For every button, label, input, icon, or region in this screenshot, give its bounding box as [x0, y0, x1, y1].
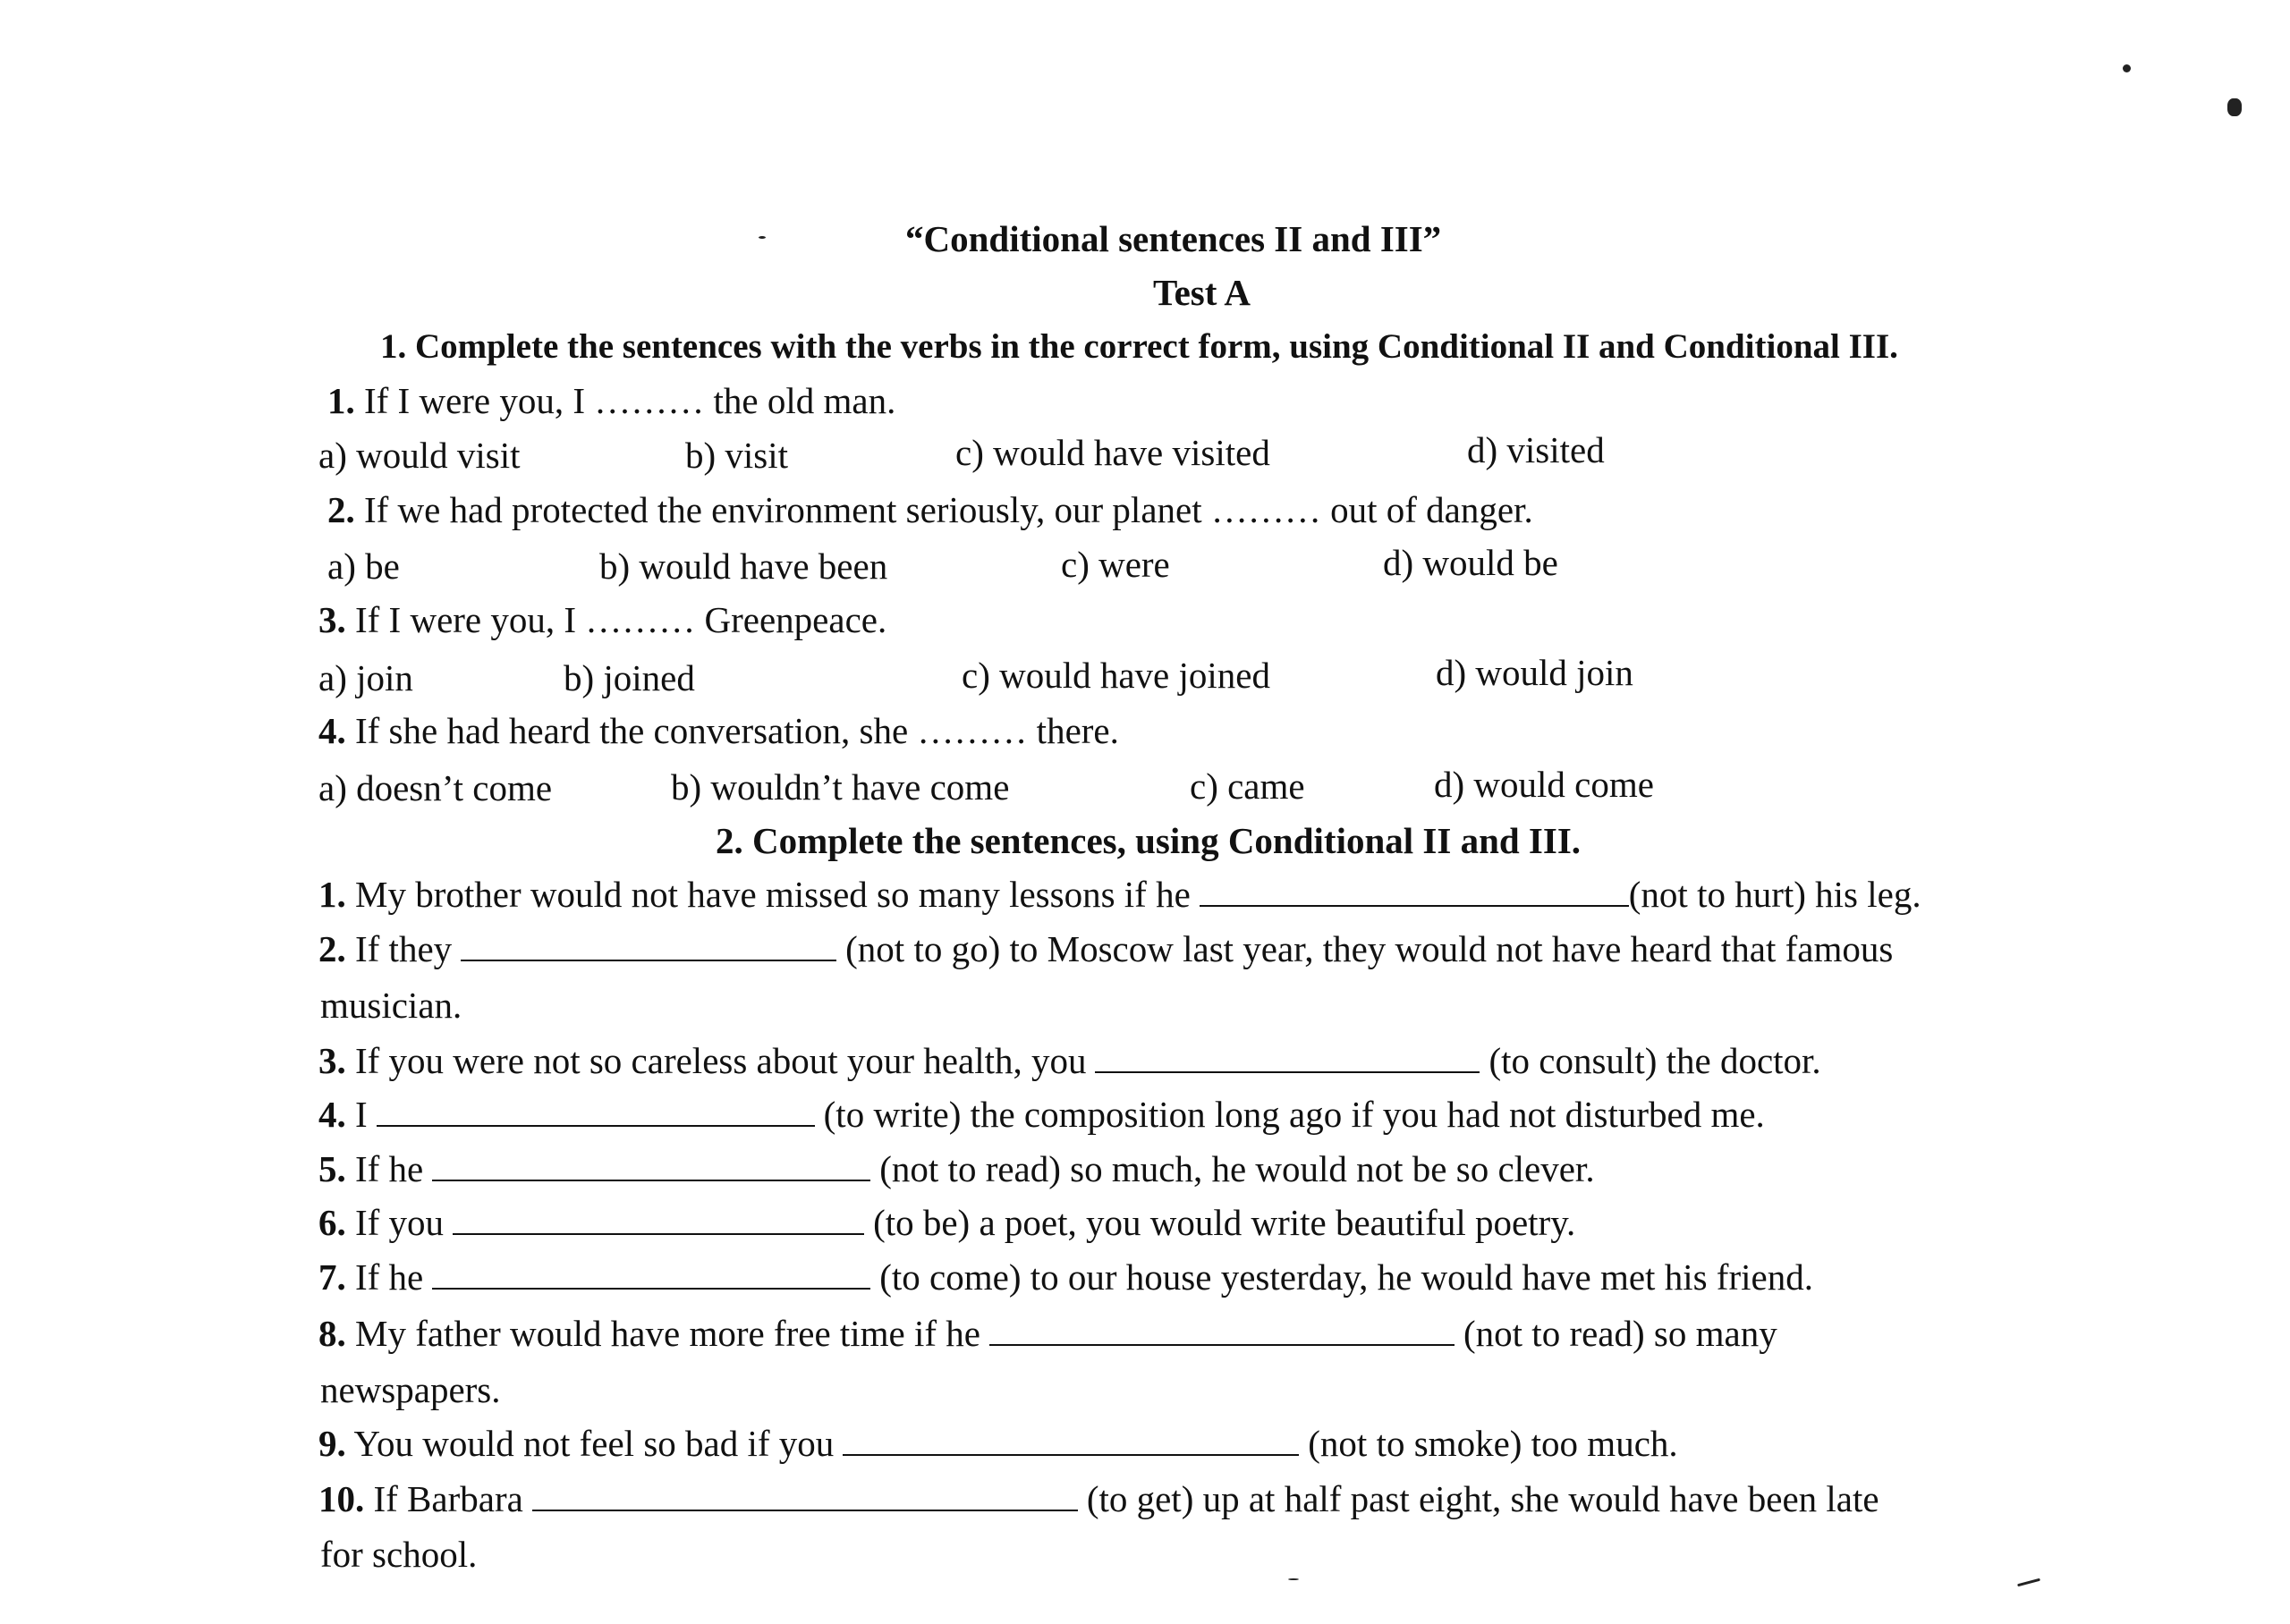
answer-blank[interactable] [432, 1153, 870, 1181]
item-number: 3. [318, 1040, 346, 1081]
answer-blank[interactable] [432, 1261, 870, 1290]
item-text-after: (not to go) to Moscow last year, they would not have heard that famous [845, 928, 1894, 969]
item-number: 6. [318, 1202, 346, 1243]
exercise-item-5 [318, 1147, 1595, 1190]
option-c[interactable]: c) were [1061, 544, 1170, 585]
scan-speck [759, 236, 766, 239]
item-number: 8. [318, 1313, 346, 1354]
option-d[interactable]: d) visited [1467, 429, 1605, 470]
exercise-item-9 [318, 1422, 1678, 1465]
option-b[interactable]: b) visit [685, 435, 789, 476]
option-a[interactable]: a) would visit [318, 435, 521, 476]
item-number: 9. [318, 1423, 346, 1464]
option-d[interactable]: d) would join [1436, 652, 1633, 693]
question-number: 1. [327, 380, 355, 421]
scan-speck [1288, 1578, 1299, 1580]
item-text-before: If he [355, 1256, 424, 1298]
question-4 [318, 709, 1119, 752]
item-text-before: If you were not so careless about your health, you [355, 1040, 1087, 1081]
item-number: 4. [318, 1094, 346, 1135]
option-c[interactable]: c) came [1190, 765, 1305, 807]
answer-blank[interactable] [532, 1483, 1078, 1511]
item-number: 2. [318, 928, 346, 969]
item-number: 5. [318, 1148, 346, 1189]
item-text-after: (not to smoke) too much. [1308, 1423, 1678, 1464]
item-text-after: (not to read) so many [1463, 1313, 1777, 1354]
item-text-after: (to write) the composition long ago if you had not disturbed me. [823, 1094, 1765, 1135]
option-d[interactable]: d) would come [1434, 764, 1654, 805]
question-number: 2. [327, 489, 355, 530]
item-text-after: (to get) up at half past eight, she would have been late [1086, 1478, 1879, 1519]
exercise-item-7 [318, 1256, 1813, 1298]
question-2 [327, 488, 1533, 531]
item-text-before: If he [355, 1148, 424, 1189]
item-text-before: If they [355, 928, 453, 969]
item-text-after: (not to read) so much, he would not be so clever. [879, 1148, 1595, 1189]
question-3 [318, 598, 886, 641]
item-text-after: (to consult) the doctor. [1488, 1040, 1821, 1081]
exercise-item-1 [318, 873, 1921, 916]
scan-speck [2123, 64, 2131, 72]
item-text-before: My brother would not have missed so many lessons if he [355, 874, 1191, 915]
option-d[interactable]: d) would be [1383, 542, 1558, 583]
answer-blank[interactable] [1200, 878, 1629, 907]
option-b[interactable]: b) wouldn’t have come [671, 766, 1010, 808]
item-text-before: My father would have more free time if he [355, 1313, 981, 1354]
exercise-item-3 [318, 1039, 1821, 1082]
exercise-item-10-continuation: for school. [320, 1534, 478, 1575]
worksheet-subtitle: Test A [1153, 272, 1251, 313]
exercise-item-10 [318, 1477, 1879, 1520]
item-text-after: (to come) to our house yesterday, he would have met his friend. [879, 1256, 1813, 1298]
item-text-before: If you [355, 1202, 445, 1243]
item-text-before: I [355, 1094, 368, 1135]
answer-blank[interactable] [989, 1317, 1455, 1346]
item-text-before: You would not feel so bad if you [353, 1423, 835, 1464]
answer-blank[interactable] [1095, 1045, 1480, 1073]
item-text-before: If Barbara [373, 1478, 523, 1519]
part2-instruction: 2. Complete the sentences, using Conditional II and III. [716, 820, 1582, 861]
question-1 [327, 379, 895, 422]
part1-instruction: 1. Complete the sentences with the verbs in the correct form, using Conditional II and Conditional III. [380, 327, 1898, 366]
scan-speck [2227, 98, 2242, 116]
item-number: 10. [318, 1478, 365, 1519]
option-a[interactable]: a) be [327, 546, 400, 587]
option-a[interactable]: a) join [318, 657, 413, 698]
worksheet-title: “Conditional sentences II and III” [905, 218, 1442, 259]
option-b[interactable]: b) joined [564, 657, 695, 698]
option-c[interactable]: c) would have visited [955, 432, 1270, 473]
answer-blank[interactable] [377, 1098, 815, 1127]
answer-blank[interactable] [461, 933, 836, 961]
exercise-item-8 [318, 1312, 1777, 1355]
question-text: If she had heard the conversation, she ……… there. [355, 710, 1119, 751]
answer-blank[interactable] [843, 1427, 1299, 1456]
question-number: 3. [318, 599, 346, 640]
exercise-item-8-continuation: newspapers. [320, 1369, 501, 1410]
exercise-item-6 [318, 1201, 1575, 1244]
exercise-item-2-continuation: musician. [320, 985, 462, 1026]
exercise-item-4 [318, 1093, 1765, 1136]
question-text: If we had protected the environment seriously, our planet ……… out of danger. [364, 489, 1533, 530]
question-text: If I were you, I ……… Greenpeace. [355, 599, 887, 640]
question-text: If I were you, I ……… the old man. [364, 380, 896, 421]
answer-blank[interactable] [453, 1206, 864, 1235]
option-c[interactable]: c) would have joined [962, 655, 1270, 696]
scan-speck [2017, 1578, 2040, 1587]
exercise-item-2 [318, 927, 1893, 970]
question-number: 4. [318, 710, 346, 751]
item-number: 1. [318, 874, 346, 915]
option-b[interactable]: b) would have been [599, 546, 888, 587]
item-number: 7. [318, 1256, 346, 1298]
item-text-after: (to be) a poet, you would write beautiful poetry. [873, 1202, 1576, 1243]
item-text-after: (not to hurt) his leg. [1628, 874, 1921, 915]
option-a[interactable]: a) doesn’t come [318, 767, 553, 808]
